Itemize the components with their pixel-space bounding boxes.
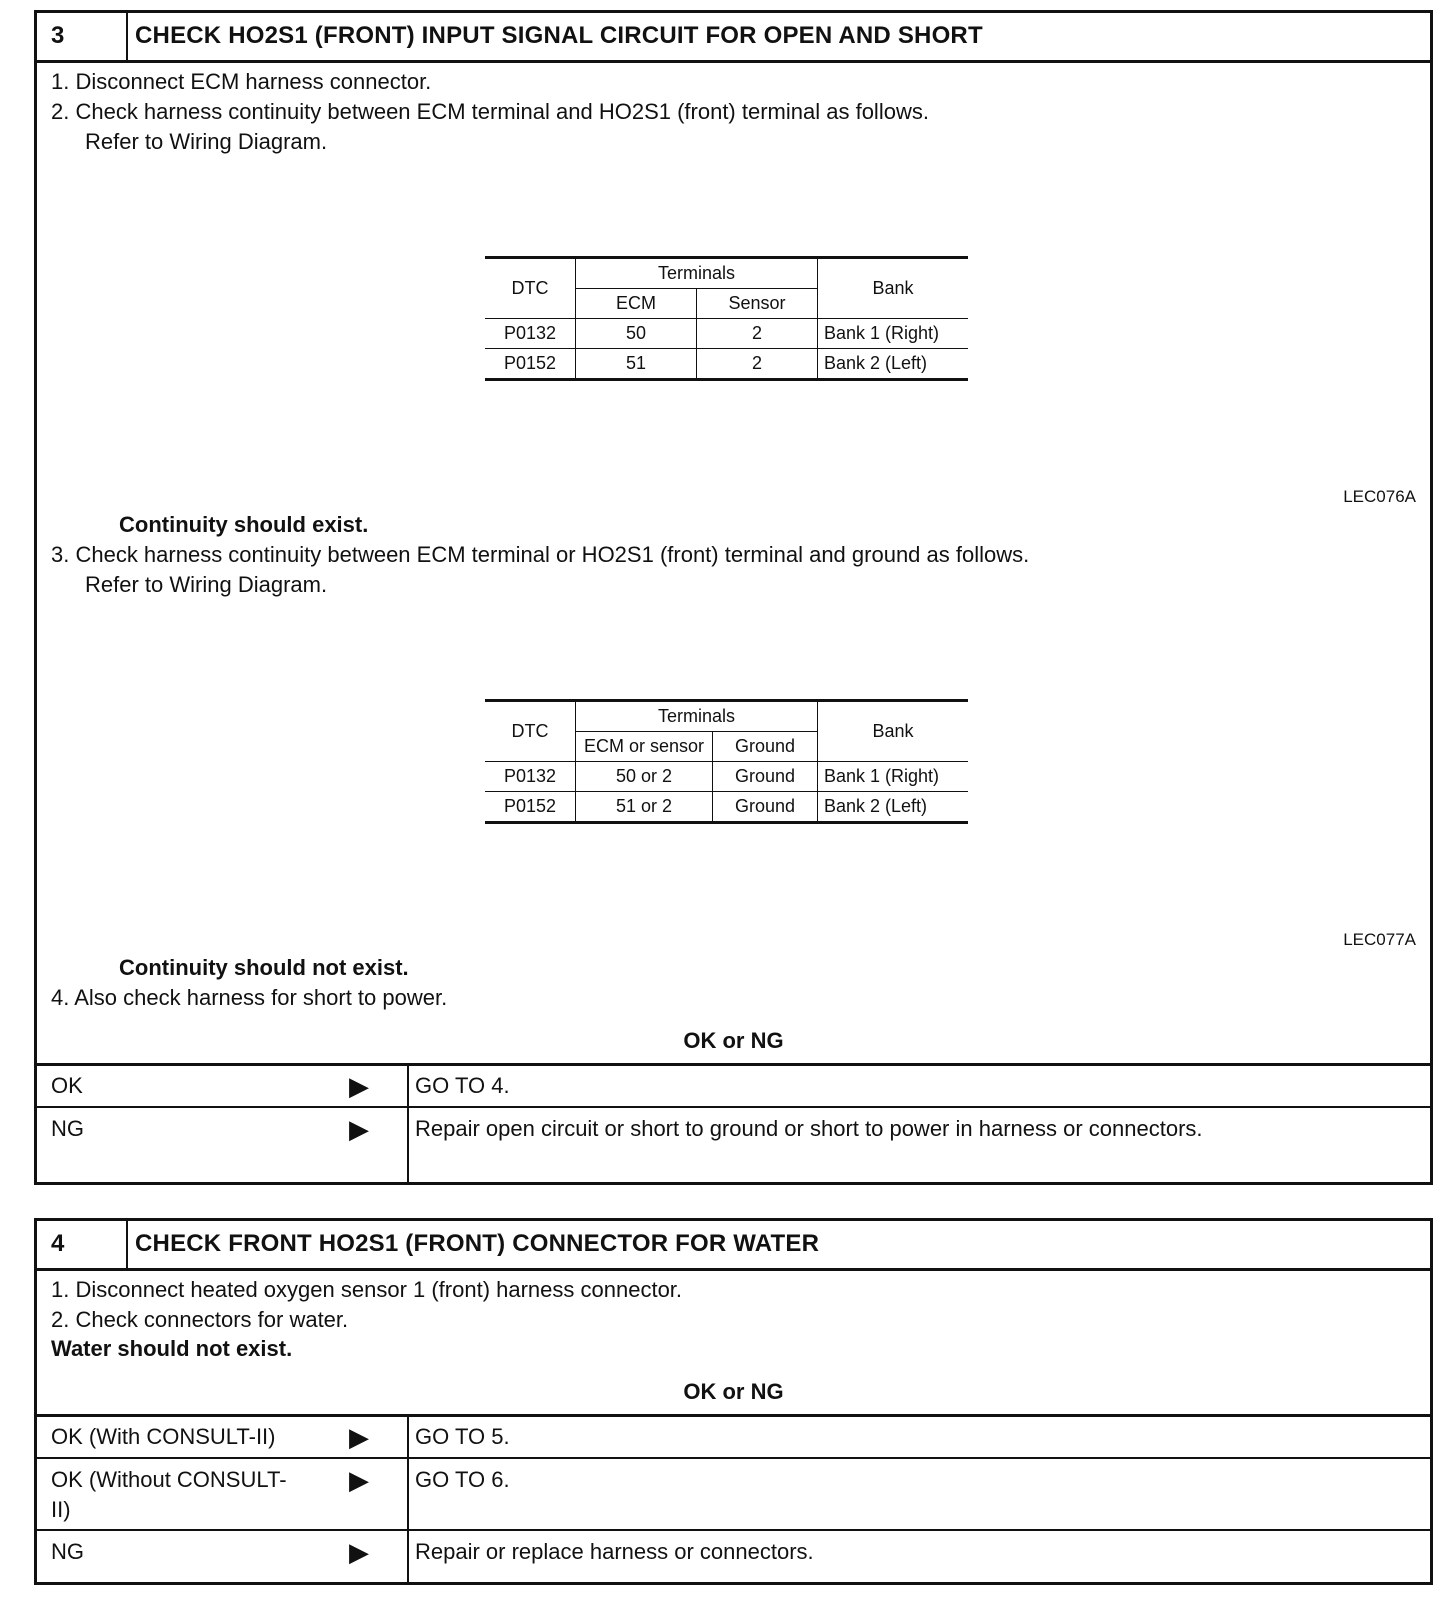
step-4-block	[34, 1218, 1433, 1585]
col-header-ecm: ECM	[576, 289, 697, 319]
instruction-2: 2. Check connectors for water.	[51, 1307, 349, 1332]
col-header-bank: Bank	[818, 258, 969, 319]
table-row	[485, 792, 968, 823]
instruction-2-ref: Refer to Wiring Diagram.	[85, 129, 328, 154]
outcome-action-ok-consult: GO TO 5.	[415, 1424, 510, 1449]
figure-id: LEC076A	[1343, 487, 1416, 506]
instruction-1: 1. Disconnect ECM harness connector.	[51, 69, 432, 94]
col-header-dtc: DTC	[485, 258, 576, 319]
cell-ecm: 51	[576, 349, 697, 380]
cell-bank: Bank 1 (Right)	[818, 762, 969, 792]
header-divider	[126, 1221, 128, 1268]
step-title: CHECK FRONT HO2S1 (FRONT) CONNECTOR FOR WATER	[135, 1230, 820, 1257]
outcome-action-ok-no-consult: GO TO 6.	[415, 1467, 510, 1492]
ok-ng-heading: OK or NG	[683, 1028, 784, 1053]
cell-ecm-or-sensor: 50 or 2	[576, 762, 713, 792]
outcome-action-ok: GO TO 4.	[415, 1073, 510, 1098]
step-number: 4	[51, 1230, 65, 1257]
cell-ecm: 50	[576, 319, 697, 349]
outcome-label-ok: OK	[51, 1073, 83, 1098]
col-header-bank: Bank	[818, 701, 969, 762]
cell-bank: Bank 2 (Left)	[818, 792, 969, 823]
cell-dtc: P0132	[485, 319, 576, 349]
cell-ecm-or-sensor: 51 or 2	[576, 792, 713, 823]
result-note: Water should not exist.	[51, 1336, 293, 1361]
arrow-right-icon: ▶	[349, 1537, 369, 1567]
instruction-3-ref: Refer to Wiring Diagram.	[85, 572, 328, 597]
step-4-header	[37, 1221, 1430, 1271]
result-note-2: Continuity should not exist.	[119, 955, 409, 980]
divider	[37, 1457, 1430, 1459]
figure-id: LEC077A	[1343, 930, 1416, 949]
arrow-right-icon: ▶	[349, 1071, 369, 1101]
step-3-block	[34, 10, 1433, 1185]
outcome-label-ok-no-consult: OK (Without CONSULT-	[51, 1467, 287, 1492]
col-header-sensor: Sensor	[697, 289, 818, 319]
ok-ng-heading: OK or NG	[683, 1379, 784, 1404]
instruction-2: 2. Check harness continuity between ECM terminal and HO2S1 (front) terminal as follows.	[51, 99, 929, 124]
outcome-label-ok-consult: OK (With CONSULT-II)	[51, 1424, 276, 1449]
header-divider	[126, 13, 128, 60]
col-header-ground: Ground	[713, 732, 818, 762]
cell-dtc: P0132	[485, 762, 576, 792]
step-title: CHECK HO2S1 (FRONT) INPUT SIGNAL CIRCUIT FOR OPEN AND SHORT	[135, 22, 983, 49]
col-header-ecm-or-sensor: ECM or sensor	[576, 732, 713, 762]
divider	[37, 1414, 1430, 1417]
table-row	[485, 762, 968, 792]
step-number: 3	[51, 22, 65, 49]
arrow-right-icon: ▶	[349, 1465, 369, 1495]
continuity-table-2	[485, 699, 968, 824]
column-divider	[407, 1063, 409, 1185]
step-3-header	[37, 13, 1430, 63]
outcome-label-ng: NG	[51, 1116, 84, 1141]
col-header-terminals: Terminals	[576, 258, 818, 289]
instruction-4: 4. Also check harness for short to power.	[51, 985, 448, 1010]
outcome-label-ng: NG	[51, 1539, 84, 1564]
divider	[37, 1529, 1430, 1531]
instruction-1: 1. Disconnect heated oxygen sensor 1 (front) harness connector.	[51, 1277, 683, 1302]
col-header-terminals: Terminals	[576, 701, 818, 732]
arrow-right-icon: ▶	[349, 1114, 369, 1144]
divider	[37, 1063, 1430, 1066]
cell-dtc: P0152	[485, 792, 576, 823]
continuity-table-1	[485, 256, 968, 381]
table-row	[485, 319, 968, 349]
outcome-action-ng: Repair or replace harness or connectors.	[415, 1539, 814, 1564]
outcome-label-ok-no-consult-cont: II)	[51, 1497, 71, 1522]
instruction-3: 3. Check harness continuity between ECM terminal or HO2S1 (front) terminal and ground as follows.	[51, 542, 1030, 567]
cell-ground: Ground	[713, 792, 818, 823]
cell-sensor: 2	[697, 319, 818, 349]
col-header-dtc: DTC	[485, 701, 576, 762]
table-row	[485, 349, 968, 380]
column-divider	[407, 1414, 409, 1585]
cell-dtc: P0152	[485, 349, 576, 380]
outcome-action-ng: Repair open circuit or short to ground or short to power in harness or connectors.	[415, 1116, 1203, 1141]
cell-bank: Bank 2 (Left)	[818, 349, 969, 380]
result-note-1: Continuity should exist.	[119, 512, 369, 537]
cell-sensor: 2	[697, 349, 818, 380]
cell-ground: Ground	[713, 762, 818, 792]
divider	[37, 1106, 1430, 1108]
cell-bank: Bank 1 (Right)	[818, 319, 969, 349]
arrow-right-icon: ▶	[349, 1422, 369, 1452]
